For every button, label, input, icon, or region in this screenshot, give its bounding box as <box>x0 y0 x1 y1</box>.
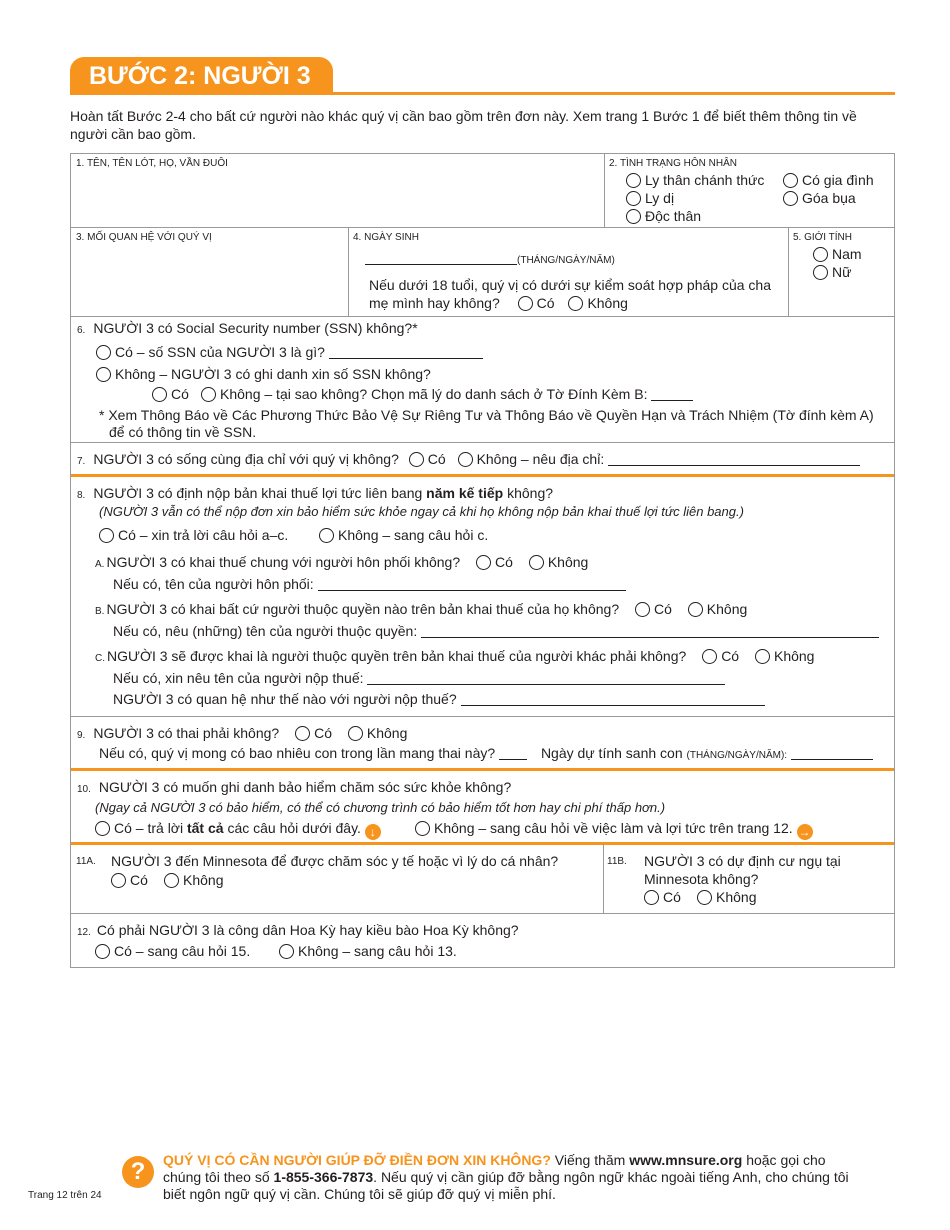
radio-circle[interactable] <box>415 821 430 836</box>
radio-11a-yes[interactable]: Có <box>111 871 148 889</box>
radio-tax-yes[interactable]: Có – xin trả lời câu hỏi a–c. <box>99 526 288 544</box>
ssn-note-1: * Xem Thông Báo về Các Phương Thức Bảo Vệ Sự Riêng Tư và Thông Báo về Quyền Hạn và Trách Nhiệm (Tờ đính kèm A) <box>99 407 874 423</box>
q10-note: (Ngay cả NGƯỜI 3 có bảo hiểm, có thể có chương trình có bảo hiểm tốt hơn hay chi phí thấp hơn.) <box>95 800 666 815</box>
radio-tax-no[interactable]: Không – sang câu hỏi c. <box>319 526 488 544</box>
radio-circle[interactable] <box>568 296 583 311</box>
taxpayer-name-row: Nếu có, xin nêu tên của người nộp thuế: <box>113 669 725 687</box>
divider <box>71 716 894 717</box>
page-title: BƯỚC 2: NGƯỜI 3 <box>70 57 333 95</box>
q8-note: (NGƯỜI 3 vẫn có thể nộp đơn xin bảo hiểm sức khỏe ngay cả khi họ không nộp bản khai thuế lợi tức liên bang.) <box>99 504 744 519</box>
taxpayer-name-input[interactable] <box>367 671 725 685</box>
q5-label: 5. GIỚI TÍNH <box>793 232 852 243</box>
address-input[interactable] <box>608 452 860 466</box>
arrow-right-icon: → <box>798 825 811 839</box>
q3-label: 3. MỐI QUAN HỆ VỚI QUÝ VỊ <box>76 232 212 243</box>
radio-address-yes[interactable]: Có <box>409 451 446 467</box>
section-rule <box>71 842 894 845</box>
ssn-input[interactable] <box>329 345 483 359</box>
radio-widowed[interactable]: Góa bụa <box>783 189 856 207</box>
radio-citizen-yes[interactable]: Có – sang câu hỏi 15. <box>95 942 250 960</box>
divider <box>71 913 894 914</box>
radio-ssn-applied-yes[interactable]: Có <box>152 385 189 403</box>
radio-circle[interactable] <box>95 944 110 959</box>
q4-label: 4. NGÀY SINH <box>353 232 419 243</box>
reason-code-input[interactable] <box>651 387 693 401</box>
radio-8b-no[interactable]: Không <box>688 601 747 617</box>
q11b-question-1: NGƯỜI 3 có dự định cư ngụ tại <box>644 853 841 869</box>
q11a-question: NGƯỜI 3 đến Minnesota để được chăm sóc y tế hoặc vì lý do cá nhân? <box>111 853 559 869</box>
radio-circle[interactable] <box>152 387 167 402</box>
radio-single[interactable]: Độc thân <box>626 207 701 225</box>
q12-question: 12. Có phải NGƯỜI 3 là công dân Hoa Kỳ hay kiều bào Hoa Kỳ không? <box>77 922 519 938</box>
radio-circle[interactable] <box>529 555 544 570</box>
person-3-form <box>70 153 895 968</box>
q10-question: 10. NGƯỜI 3 có muốn ghi danh bảo hiểm chăm sóc sức khỏe không? <box>77 779 512 795</box>
q8b-question: B. NGƯỜI 3 có khai bất cứ người thuộc quyền nào trên bản khai thuế của họ không? Có Không <box>95 601 748 617</box>
radio-8c-yes[interactable]: Có <box>702 648 739 664</box>
divider <box>788 227 789 316</box>
radio-pregnant-no[interactable]: Không <box>348 725 407 741</box>
radio-circle[interactable] <box>279 944 294 959</box>
radio-guardian-yes[interactable]: Có <box>518 295 555 311</box>
radio-circle[interactable] <box>813 247 828 262</box>
taxpayer-relation-input[interactable] <box>461 692 765 706</box>
radio-11b-yes[interactable]: Có <box>644 888 681 906</box>
radio-divorced[interactable]: Ly dị <box>626 189 674 207</box>
q8c-question: C. NGƯỜI 3 sẽ được khai là người thuộc quyền trên bản khai thuế của người khác phải không? Có Không <box>95 648 815 664</box>
radio-married[interactable]: Có gia đình <box>783 171 874 189</box>
radio-circle[interactable] <box>319 528 334 543</box>
due-date-input[interactable] <box>791 746 873 760</box>
dependents-row: Nếu có, nêu (những) tên của người thuộc quyền: <box>113 622 879 640</box>
taxpayer-relation-row: NGƯỜI 3 có quan hệ như thế nào với người nộp thuế? <box>113 690 765 708</box>
q11b-question-2: Minnesota không? <box>644 871 759 887</box>
divider <box>348 227 349 316</box>
radio-circle[interactable] <box>99 528 114 543</box>
radio-circle[interactable] <box>635 602 650 617</box>
radio-circle[interactable] <box>813 265 828 280</box>
q6-question: 6. NGƯỜI 3 có Social Security number (SSN) không?* <box>77 320 418 336</box>
radio-11a-no[interactable]: Không <box>164 871 223 889</box>
divider <box>71 227 894 228</box>
radio-address-no[interactable]: Không – nêu địa chỉ: <box>458 451 605 467</box>
radio-ssn-no[interactable]: Không – NGƯỜI 3 có ghi danh xin số SSN không? <box>96 365 431 383</box>
radio-circle[interactable] <box>783 191 798 206</box>
q1-label: 1. TÊN, TÊN LÓT, HỌ, VẦN ĐUÔI <box>76 158 228 169</box>
radio-male[interactable]: Nam <box>813 245 862 263</box>
radio-circle[interactable] <box>164 873 179 888</box>
radio-circle[interactable] <box>755 649 770 664</box>
arrow-down-icon: ↓ <box>365 824 381 840</box>
divider <box>603 844 604 913</box>
page-number: Trang 12 trên 24 <box>28 1190 102 1201</box>
radio-female[interactable]: Nữ <box>813 263 851 281</box>
pregnancy-follow-row: Nếu có, quý vị mong có bao nhiêu con trong lần mang thai này? Ngày dự tính sanh con (THÁNG/NGÀY/NĂM): <box>99 744 873 765</box>
radio-circle[interactable] <box>476 555 491 570</box>
radio-circle[interactable] <box>348 726 363 741</box>
radio-circle[interactable] <box>409 452 424 467</box>
baby-count-input[interactable] <box>499 746 527 760</box>
section-rule <box>71 768 894 771</box>
radio-circle[interactable] <box>783 173 798 188</box>
website-link[interactable]: www.mnsure.org <box>629 1152 743 1168</box>
radio-circle[interactable] <box>295 726 310 741</box>
spouse-name-input[interactable] <box>318 577 626 591</box>
radio-circle[interactable] <box>201 387 216 402</box>
radio-circle[interactable] <box>697 890 712 905</box>
guardian-question-2: mẹ mình hay không? Có Không <box>369 295 628 311</box>
radio-circle[interactable] <box>111 873 126 888</box>
header-rule <box>70 92 895 95</box>
divider <box>71 316 894 317</box>
question-mark-icon: ? <box>122 1156 154 1188</box>
q11a-num: 11A. <box>76 856 96 867</box>
radio-guardian-no[interactable]: Không <box>568 295 627 311</box>
radio-citizen-no[interactable]: Không – sang câu hỏi 13. <box>279 942 457 960</box>
radio-circle[interactable] <box>458 452 473 467</box>
radio-circle[interactable] <box>95 821 110 836</box>
radio-8a-yes[interactable]: Có <box>476 554 513 570</box>
q8-question: 8. NGƯỜI 3 có định nộp bản khai thuế lợi tức liên bang năm kế tiếp không? <box>77 485 554 501</box>
radio-enroll-no[interactable]: Không – sang câu hỏi về việc làm và lợi tức trên trang 12. → <box>415 819 813 840</box>
radio-8a-no[interactable]: Không <box>529 554 588 570</box>
radio-circle[interactable] <box>688 602 703 617</box>
radio-circle[interactable] <box>644 890 659 905</box>
radio-8b-yes[interactable]: Có <box>635 601 672 617</box>
radio-circle[interactable] <box>96 367 111 382</box>
radio-circle[interactable] <box>518 296 533 311</box>
radio-11b-no[interactable]: Không <box>697 888 756 906</box>
q2-label: 2. TÌNH TRẠNG HÔN NHÂN <box>609 158 737 169</box>
divider <box>71 442 894 443</box>
q7-question: 7. NGƯỜI 3 có sống cùng địa chỉ với quý vị không? Có Không – nêu địa chỉ: <box>77 450 860 468</box>
radio-circle[interactable] <box>626 173 641 188</box>
help-text: QUÝ VỊ CÓ CẦN NGƯỜI GIÚP ĐỠ ĐIỀN ĐƠN XIN KHÔNG? Viếng thăm www.mnsure.org hoặc gọi cho chúng tôi theo số 1-855-366-7873. Nếu quý vị cần giúp đỡ bằng ngôn ngữ khác ngoài tiếng Anh, cho chúng tôi biết ngôn ngữ quý vị cần. Chúng tôi sẽ giúp đỡ quý vị miễn phí. <box>163 1152 849 1202</box>
birth-date-field[interactable]: (THÁNG/NGÀY/NĂM) <box>365 251 615 266</box>
radio-legally-separated[interactable]: Ly thân chánh thức <box>626 171 764 189</box>
radio-8c-no[interactable]: Không <box>755 648 814 664</box>
radio-pregnant-yes[interactable]: Có <box>295 725 332 741</box>
q11b-num: 11B. <box>607 856 627 867</box>
radio-circle[interactable] <box>96 345 111 360</box>
dependents-input[interactable] <box>421 624 879 638</box>
radio-ssn-applied-no[interactable]: Không – tại sao không? Chọn mã lý do danh sách ở Tờ Đính Kèm B: <box>201 385 693 403</box>
radio-circle[interactable] <box>626 191 641 206</box>
radio-circle[interactable] <box>626 209 641 224</box>
divider <box>604 154 605 227</box>
section-rule <box>71 474 894 477</box>
ssn-note-2: để có thông tin về SSN. <box>109 424 257 440</box>
phone-number: 1-855-366-7873 <box>273 1169 374 1185</box>
radio-ssn-yes[interactable]: Có – số SSN của NGƯỜI 3 là gì? <box>96 343 483 361</box>
q8a-question: A. NGƯỜI 3 có khai thuế chung với người hôn phối không? Có Không <box>95 554 589 570</box>
intro-text: Hoàn tất Bước 2-4 cho bất cứ người nào khác quý vị cần bao gồm trên đơn này. Xem trang 1 Bước 1 để biết thêm thông tin về người cần bao gồm. <box>70 108 857 142</box>
radio-enroll-yes[interactable]: Có – trả lời tất cả các câu hỏi dưới đây. ↓ <box>95 819 381 840</box>
guardian-question-1: Nếu dưới 18 tuổi, quý vị có dưới sự kiểm soát hợp pháp của cha <box>369 277 771 293</box>
q9-question: 9. NGƯỜI 3 có thai phải không? Có Không <box>77 725 408 741</box>
radio-circle[interactable] <box>702 649 717 664</box>
spouse-name-row: Nếu có, tên của người hôn phối: <box>113 575 626 593</box>
